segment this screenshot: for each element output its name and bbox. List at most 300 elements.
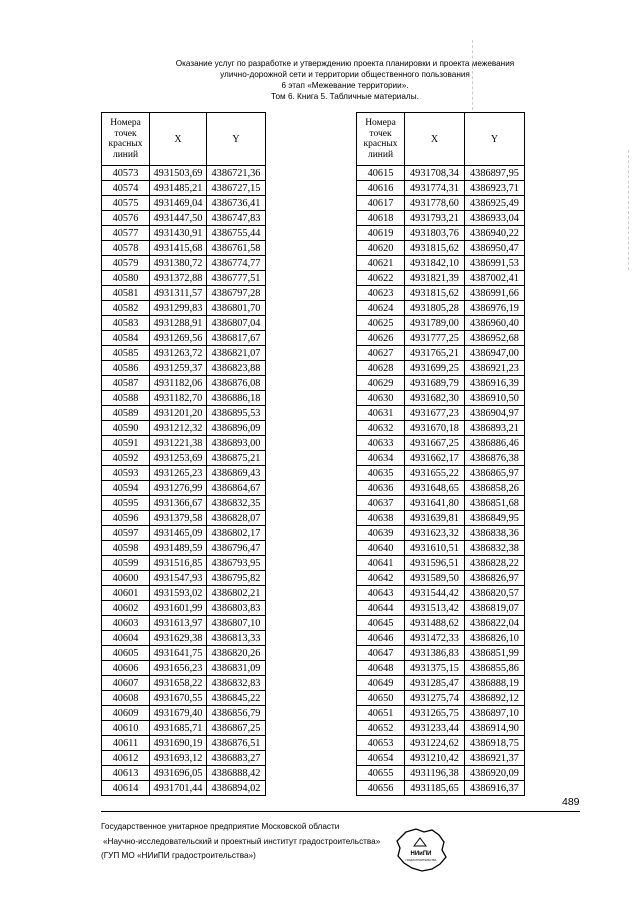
table-row: [357, 601, 525, 616]
point-number-cell: 40623: [357, 286, 405, 301]
y-coordinate-cell: 4386721,36: [207, 166, 266, 181]
x-coordinate-cell: 4931212,32: [150, 421, 207, 436]
x-coordinate-cell: 4931299,83: [150, 301, 207, 316]
point-number-cell: 40574: [102, 181, 150, 196]
table-row: [102, 166, 266, 181]
y-coordinate-cell: 4386831,09: [207, 661, 266, 676]
x-coordinate-cell: 4931765,21: [405, 346, 465, 361]
x-coordinate-cell: 4931221,38: [150, 436, 207, 451]
y-coordinate-cell: 4386856,79: [207, 706, 266, 721]
x-coordinate-cell: 4931696,05: [150, 766, 207, 781]
point-number-cell: 40605: [102, 646, 150, 661]
point-number-cell: 40656: [357, 781, 405, 796]
y-coordinate-cell: 4386849,95: [465, 511, 525, 526]
point-number-cell: 40591: [102, 436, 150, 451]
point-number-cell: 40624: [357, 301, 405, 316]
point-number-cell: 40594: [102, 481, 150, 496]
x-coordinate-cell: 4931269,56: [150, 331, 207, 346]
table-row: [102, 676, 266, 691]
x-coordinate-cell: 4931263,72: [150, 346, 207, 361]
x-coordinate-cell: 4931677,23: [405, 406, 465, 421]
y-coordinate-cell: 4386802,21: [207, 586, 266, 601]
point-number-cell: 40602: [102, 601, 150, 616]
y-coordinate-cell: 4386888,19: [465, 676, 525, 691]
point-number-cell: 40629: [357, 376, 405, 391]
table-row: [357, 391, 525, 406]
x-coordinate-cell: 4931613,97: [150, 616, 207, 631]
y-coordinate-cell: 4386867,25: [207, 721, 266, 736]
table-row: [357, 691, 525, 706]
y-coordinate-cell: 4386807,10: [207, 616, 266, 631]
x-coordinate-cell: 4931629,38: [150, 631, 207, 646]
x-coordinate-cell: 4931182,06: [150, 376, 207, 391]
x-coordinate-cell: 4931670,18: [405, 421, 465, 436]
column-header-x: X: [150, 113, 207, 166]
table-row: [102, 556, 266, 571]
table-row: [102, 496, 266, 511]
table-row: [357, 361, 525, 376]
point-number-cell: 40625: [357, 316, 405, 331]
y-coordinate-cell: 4386918,75: [465, 736, 525, 751]
table-row: [102, 481, 266, 496]
table-row: [102, 691, 266, 706]
y-coordinate-cell: 4386904,97: [465, 406, 525, 421]
coordinates-table-left: [101, 112, 266, 796]
table-row: [357, 406, 525, 421]
header-line-4: Том 6. Книга 5. Табличные материалы.: [271, 92, 419, 101]
x-coordinate-cell: 4931593,02: [150, 586, 207, 601]
point-number-cell: 40580: [102, 271, 150, 286]
y-coordinate-cell: 4386976,19: [465, 301, 525, 316]
table-row: [357, 301, 525, 316]
x-coordinate-cell: 4931472,33: [405, 631, 465, 646]
y-coordinate-cell: 4386925,49: [465, 196, 525, 211]
y-coordinate-cell: 4386828,07: [207, 511, 266, 526]
y-coordinate-cell: 4386895,53: [207, 406, 266, 421]
table-row: [102, 376, 266, 391]
y-coordinate-cell: 4386876,08: [207, 376, 266, 391]
point-number-cell: 40652: [357, 721, 405, 736]
y-coordinate-cell: 4386947,00: [465, 346, 525, 361]
y-coordinate-cell: 4387002,41: [465, 271, 525, 286]
y-coordinate-cell: 4386851,68: [465, 496, 525, 511]
x-coordinate-cell: 4931489,59: [150, 541, 207, 556]
point-number-cell: 40641: [357, 556, 405, 571]
table-row: [357, 586, 525, 601]
table-row: [357, 421, 525, 436]
y-coordinate-cell: 4386801,70: [207, 301, 266, 316]
table-row: [357, 781, 525, 796]
table-row: [357, 241, 525, 256]
x-coordinate-cell: 4931648,65: [405, 481, 465, 496]
point-number-cell: 40637: [357, 496, 405, 511]
x-coordinate-cell: 4931275,74: [405, 691, 465, 706]
point-number-cell: 40573: [102, 166, 150, 181]
page-number: 489: [562, 796, 580, 808]
table-row: [357, 721, 525, 736]
table-row: [357, 466, 525, 481]
y-coordinate-cell: 4386845,22: [207, 691, 266, 706]
point-number-cell: 40612: [102, 751, 150, 766]
x-coordinate-cell: 4931658,22: [150, 676, 207, 691]
table-row: [357, 196, 525, 211]
y-coordinate-cell: 4386892,12: [465, 691, 525, 706]
point-number-cell: 40575: [102, 196, 150, 211]
x-coordinate-cell: 4931589,50: [405, 571, 465, 586]
table-row: [102, 766, 266, 781]
y-coordinate-cell: 4386838,36: [465, 526, 525, 541]
y-coordinate-cell: 4386896,09: [207, 421, 266, 436]
x-coordinate-cell: 4931210,42: [405, 751, 465, 766]
point-number-cell: 40579: [102, 256, 150, 271]
y-coordinate-cell: 4386952,68: [465, 331, 525, 346]
document-footer: [101, 820, 380, 864]
point-number-cell: 40584: [102, 331, 150, 346]
point-number-cell: 40587: [102, 376, 150, 391]
column-header-y: Y: [465, 113, 525, 166]
point-number-cell: 40577: [102, 226, 150, 241]
point-number-cell: 40634: [357, 451, 405, 466]
point-number-cell: 40604: [102, 631, 150, 646]
point-number-cell: 40608: [102, 691, 150, 706]
point-number-cell: 40639: [357, 526, 405, 541]
table-body-right: [357, 166, 525, 796]
table-row: [357, 511, 525, 526]
point-number-cell: 40586: [102, 361, 150, 376]
table-row: [102, 196, 266, 211]
point-number-cell: 40613: [102, 766, 150, 781]
x-coordinate-cell: 4931793,21: [405, 211, 465, 226]
point-number-cell: 40630: [357, 391, 405, 406]
y-coordinate-cell: 4386851,99: [465, 646, 525, 661]
point-number-cell: 40616: [357, 181, 405, 196]
point-number-cell: 40576: [102, 211, 150, 226]
point-number-cell: 40621: [357, 256, 405, 271]
y-coordinate-cell: 4386793,95: [207, 556, 266, 571]
x-coordinate-cell: 4931803,76: [405, 226, 465, 241]
table-row: [102, 616, 266, 631]
x-coordinate-cell: 4931670,55: [150, 691, 207, 706]
y-coordinate-cell: 4386897,10: [465, 706, 525, 721]
y-coordinate-cell: 4386832,83: [207, 676, 266, 691]
point-number-cell: 40606: [102, 661, 150, 676]
y-coordinate-cell: 4386893,00: [207, 436, 266, 451]
y-coordinate-cell: 4386886,46: [465, 436, 525, 451]
table-row: [357, 706, 525, 721]
y-coordinate-cell: 4386807,04: [207, 316, 266, 331]
point-number-cell: 40597: [102, 526, 150, 541]
table-row: [357, 616, 525, 631]
table-row: [357, 571, 525, 586]
y-coordinate-cell: 4386774,77: [207, 256, 266, 271]
point-number-cell: 40620: [357, 241, 405, 256]
y-coordinate-cell: 4386813,33: [207, 631, 266, 646]
x-coordinate-cell: 4931789,00: [405, 316, 465, 331]
point-number-cell: 40609: [102, 706, 150, 721]
y-coordinate-cell: 4386865,97: [465, 466, 525, 481]
point-number-cell: 40600: [102, 571, 150, 586]
x-coordinate-cell: 4931641,80: [405, 496, 465, 511]
y-coordinate-cell: 4386855,86: [465, 661, 525, 676]
point-number-cell: 40598: [102, 541, 150, 556]
y-coordinate-cell: 4386822,04: [465, 616, 525, 631]
footer-divider: [101, 811, 580, 812]
x-coordinate-cell: 4931815,62: [405, 286, 465, 301]
table-row: [357, 676, 525, 691]
point-number-cell: 40642: [357, 571, 405, 586]
x-coordinate-cell: 4931601,99: [150, 601, 207, 616]
table-row: [357, 271, 525, 286]
table-row: [102, 226, 266, 241]
x-coordinate-cell: 4931196,38: [405, 766, 465, 781]
table-row: [357, 316, 525, 331]
point-number-cell: 40627: [357, 346, 405, 361]
table-row: [357, 331, 525, 346]
column-header-point-number: Номера точек красных линий: [102, 113, 150, 166]
table-row: [102, 361, 266, 376]
point-number-cell: 40631: [357, 406, 405, 421]
point-number-cell: 40578: [102, 241, 150, 256]
point-number-cell: 40583: [102, 316, 150, 331]
point-number-cell: 40640: [357, 541, 405, 556]
point-number-cell: 40585: [102, 346, 150, 361]
table-row: [102, 181, 266, 196]
point-number-cell: 40596: [102, 511, 150, 526]
y-coordinate-cell: 4386826,97: [465, 571, 525, 586]
y-coordinate-cell: 4386876,38: [465, 451, 525, 466]
table-row: [102, 646, 266, 661]
table-row: [357, 226, 525, 241]
x-coordinate-cell: 4931815,62: [405, 241, 465, 256]
x-coordinate-cell: 4931201,20: [150, 406, 207, 421]
point-number-cell: 40636: [357, 481, 405, 496]
y-coordinate-cell: 4386875,21: [207, 451, 266, 466]
table-row: [102, 286, 266, 301]
x-coordinate-cell: 4931662,17: [405, 451, 465, 466]
table-row: [102, 706, 266, 721]
x-coordinate-cell: 4931311,57: [150, 286, 207, 301]
point-number-cell: 40626: [357, 331, 405, 346]
scan-artifact-line: [472, 40, 473, 110]
table-row: [102, 301, 266, 316]
table-row: [357, 646, 525, 661]
table-row: [357, 766, 525, 781]
y-coordinate-cell: 4386950,47: [465, 241, 525, 256]
table-row: [102, 526, 266, 541]
y-coordinate-cell: 4386888,42: [207, 766, 266, 781]
y-coordinate-cell: 4386914,90: [465, 721, 525, 736]
point-number-cell: 40646: [357, 631, 405, 646]
y-coordinate-cell: 4386795,82: [207, 571, 266, 586]
table-row: [357, 286, 525, 301]
point-number-cell: 40581: [102, 286, 150, 301]
scan-artifact-line: [628, 150, 629, 270]
footer-line-1: Государственное унитарное предприятие Московской области: [101, 822, 340, 831]
x-coordinate-cell: 4931366,67: [150, 496, 207, 511]
x-coordinate-cell: 4931224,62: [405, 736, 465, 751]
point-number-cell: 40643: [357, 586, 405, 601]
point-number-cell: 40651: [357, 706, 405, 721]
table-row: [102, 331, 266, 346]
point-number-cell: 40603: [102, 616, 150, 631]
x-coordinate-cell: 4931185,65: [405, 781, 465, 796]
institute-logo: [392, 826, 450, 874]
table-row: [102, 631, 266, 646]
x-coordinate-cell: 4931544,42: [405, 586, 465, 601]
footer-line-2: «Научно-исследовательский и проектный институт градостроительства»: [103, 836, 381, 846]
point-number-cell: 40653: [357, 736, 405, 751]
x-coordinate-cell: 4931639,81: [405, 511, 465, 526]
x-coordinate-cell: 4931701,44: [150, 781, 207, 796]
x-coordinate-cell: 4931682,30: [405, 391, 465, 406]
x-coordinate-cell: 4931623,32: [405, 526, 465, 541]
y-coordinate-cell: 4386921,37: [465, 751, 525, 766]
point-number-cell: 40649: [357, 676, 405, 691]
y-coordinate-cell: 4386832,35: [207, 496, 266, 511]
table-row: [102, 346, 266, 361]
point-number-cell: 40619: [357, 226, 405, 241]
y-coordinate-cell: 4386823,88: [207, 361, 266, 376]
y-coordinate-cell: 4386923,71: [465, 181, 525, 196]
x-coordinate-cell: 4931485,21: [150, 181, 207, 196]
point-number-cell: 40611: [102, 736, 150, 751]
table-row: [357, 541, 525, 556]
point-number-cell: 40607: [102, 676, 150, 691]
logo-text-1: НИиПИ: [410, 851, 432, 857]
point-number-cell: 40592: [102, 451, 150, 466]
y-coordinate-cell: 4386864,67: [207, 481, 266, 496]
table-row: [102, 511, 266, 526]
point-number-cell: 40588: [102, 391, 150, 406]
column-header-x: X: [405, 113, 465, 166]
x-coordinate-cell: 4931372,88: [150, 271, 207, 286]
table-row: [102, 601, 266, 616]
point-number-cell: 40628: [357, 361, 405, 376]
y-coordinate-cell: 4386876,51: [207, 736, 266, 751]
x-coordinate-cell: 4931285,47: [405, 676, 465, 691]
table-row: [357, 376, 525, 391]
y-coordinate-cell: 4386933,04: [465, 211, 525, 226]
y-coordinate-cell: 4386991,66: [465, 286, 525, 301]
x-coordinate-cell: 4931253,69: [150, 451, 207, 466]
table-row: [357, 346, 525, 361]
x-coordinate-cell: 4931415,68: [150, 241, 207, 256]
y-coordinate-cell: 4386803,83: [207, 601, 266, 616]
y-coordinate-cell: 4386916,37: [465, 781, 525, 796]
y-coordinate-cell: 4386820,57: [465, 586, 525, 601]
point-number-cell: 40650: [357, 691, 405, 706]
table-row: [357, 526, 525, 541]
y-coordinate-cell: 4386797,28: [207, 286, 266, 301]
y-coordinate-cell: 4386761,58: [207, 241, 266, 256]
x-coordinate-cell: 4931516,85: [150, 556, 207, 571]
y-coordinate-cell: 4386727,15: [207, 181, 266, 196]
x-coordinate-cell: 4931610,51: [405, 541, 465, 556]
point-number-cell: 40614: [102, 781, 150, 796]
x-coordinate-cell: 4931596,51: [405, 556, 465, 571]
y-coordinate-cell: 4386893,21: [465, 421, 525, 436]
y-coordinate-cell: 4386736,41: [207, 196, 266, 211]
y-coordinate-cell: 4386747,83: [207, 211, 266, 226]
x-coordinate-cell: 4931774,31: [405, 181, 465, 196]
point-number-cell: 40644: [357, 601, 405, 616]
y-coordinate-cell: 4386802,17: [207, 526, 266, 541]
point-number-cell: 40618: [357, 211, 405, 226]
point-number-cell: 40648: [357, 661, 405, 676]
y-coordinate-cell: 4386886,18: [207, 391, 266, 406]
header-line-2: улично-дорожной сети и территории общественного пользования: [220, 70, 470, 79]
table-header-row: [102, 113, 266, 166]
x-coordinate-cell: 4931265,75: [405, 706, 465, 721]
column-header-y: Y: [207, 113, 266, 166]
table-row: [102, 586, 266, 601]
point-number-cell: 40617: [357, 196, 405, 211]
x-coordinate-cell: 4931656,23: [150, 661, 207, 676]
column-header-point-number: Номера точек красных линий: [357, 113, 405, 166]
y-coordinate-cell: 4386894,02: [207, 781, 266, 796]
point-number-cell: 40599: [102, 556, 150, 571]
x-coordinate-cell: 4931259,37: [150, 361, 207, 376]
y-coordinate-cell: 4386883,27: [207, 751, 266, 766]
moscow-region-map-icon: [392, 826, 450, 874]
table-row: [102, 316, 266, 331]
table-body-left: [102, 166, 266, 796]
table-header-row: [357, 113, 525, 166]
x-coordinate-cell: 4931233,44: [405, 721, 465, 736]
y-coordinate-cell: 4386920,09: [465, 766, 525, 781]
y-coordinate-cell: 4386826,10: [465, 631, 525, 646]
y-coordinate-cell: 4386921,23: [465, 361, 525, 376]
x-coordinate-cell: 4931288,91: [150, 316, 207, 331]
x-coordinate-cell: 4931182,70: [150, 391, 207, 406]
y-coordinate-cell: 4386755,44: [207, 226, 266, 241]
x-coordinate-cell: 4931503,69: [150, 166, 207, 181]
header-line-3: 6 этап «Межевание территории».: [281, 81, 409, 90]
y-coordinate-cell: 4386858,26: [465, 481, 525, 496]
logo-text-2: ГРАДОСТРОИТЕЛЬСТВА: [405, 859, 437, 862]
y-coordinate-cell: 4386916,39: [465, 376, 525, 391]
table-row: [357, 496, 525, 511]
y-coordinate-cell: 4386910,50: [465, 391, 525, 406]
table-row: [102, 451, 266, 466]
point-number-cell: 40601: [102, 586, 150, 601]
table-row: [102, 211, 266, 226]
x-coordinate-cell: 4931778,60: [405, 196, 465, 211]
table-row: [357, 661, 525, 676]
y-coordinate-cell: 4386897,95: [465, 166, 525, 181]
point-number-cell: 40590: [102, 421, 150, 436]
table-row: [102, 271, 266, 286]
x-coordinate-cell: 4931513,42: [405, 601, 465, 616]
point-number-cell: 40593: [102, 466, 150, 481]
x-coordinate-cell: 4931805,28: [405, 301, 465, 316]
document-header: [130, 58, 560, 102]
x-coordinate-cell: 4931655,22: [405, 466, 465, 481]
y-coordinate-cell: 4386869,43: [207, 466, 266, 481]
x-coordinate-cell: 4931821,39: [405, 271, 465, 286]
table-row: [102, 406, 266, 421]
table-row: [357, 556, 525, 571]
table-row: [357, 181, 525, 196]
y-coordinate-cell: 4386817,67: [207, 331, 266, 346]
point-number-cell: 40647: [357, 646, 405, 661]
point-number-cell: 40589: [102, 406, 150, 421]
table-row: [102, 466, 266, 481]
table-row: [102, 391, 266, 406]
point-number-cell: 40655: [357, 766, 405, 781]
y-coordinate-cell: 4386796,47: [207, 541, 266, 556]
table-row: [357, 436, 525, 451]
